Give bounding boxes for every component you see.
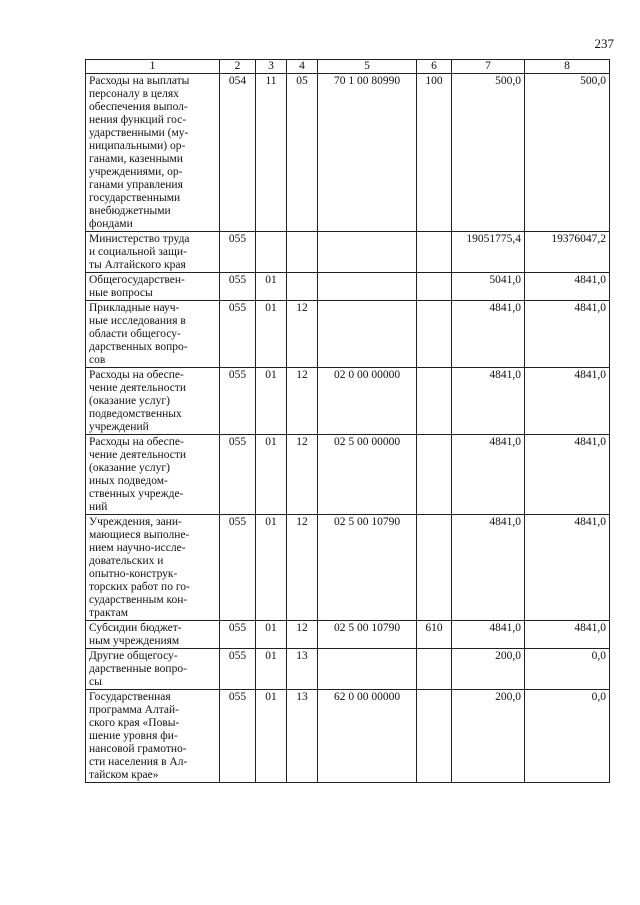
description-line: дарственные вопро- xyxy=(89,663,187,675)
code-subsection xyxy=(287,232,318,273)
code-target-article xyxy=(318,301,417,368)
code-target-article: 70 1 00 80990 xyxy=(318,74,417,232)
description-line: сударственным кон- xyxy=(89,594,188,606)
table-row xyxy=(86,232,610,273)
code-subsection xyxy=(287,273,318,301)
code-subsection: 13 xyxy=(287,649,318,690)
code-target-article: 02 5 00 10790 xyxy=(318,515,417,621)
code-expense-type: 100 xyxy=(417,74,452,232)
description-line: государственными xyxy=(89,192,181,204)
code-section: 01 xyxy=(256,368,287,435)
description-line: сов xyxy=(89,354,106,366)
table-row xyxy=(86,273,610,301)
code-section: 01 xyxy=(256,301,287,368)
table-row xyxy=(86,649,610,690)
code-target-article: 02 5 00 00000 xyxy=(318,435,417,515)
description-line: (оказание услуг) xyxy=(89,462,170,474)
code-expense-type xyxy=(417,515,452,621)
code-target-article: 02 5 00 10790 xyxy=(318,621,417,649)
amount-year-1: 5041,0 xyxy=(452,273,525,301)
code-subsection: 12 xyxy=(287,301,318,368)
amount-year-1: 4841,0 xyxy=(452,621,525,649)
description-line: мающиеся выполне- xyxy=(89,529,190,541)
description-line: нансовой грамотно- xyxy=(89,743,187,755)
amount-year-1: 500,0 xyxy=(452,74,525,232)
page-number: 237 xyxy=(594,36,614,51)
description-line: (оказание услуг) xyxy=(89,395,170,407)
column-header: 2 xyxy=(220,60,256,74)
row-description xyxy=(86,74,220,232)
amount-year-2: 0,0 xyxy=(525,649,610,690)
description-line: Расходы на выплаты xyxy=(89,75,190,87)
column-header: 3 xyxy=(256,60,287,74)
amount-year-2: 19376047,2 xyxy=(525,232,610,273)
description-line: учреждениями, ор- xyxy=(89,166,183,178)
description-line: ным учреждениям xyxy=(89,635,180,647)
description-line: ний xyxy=(89,501,108,513)
table-row xyxy=(86,301,610,368)
description-line: дарственных вопро- xyxy=(89,341,188,353)
description-line: подведомственных xyxy=(89,408,182,420)
column-header: 5 xyxy=(318,60,417,74)
amount-year-2: 500,0 xyxy=(525,74,610,232)
column-header: 4 xyxy=(287,60,318,74)
code-ministry: 055 xyxy=(220,649,256,690)
code-ministry: 055 xyxy=(220,232,256,273)
description-line: ные вопросы xyxy=(89,287,153,299)
code-expense-type xyxy=(417,301,452,368)
description-line: Учреждения, зани- xyxy=(89,516,182,528)
code-ministry: 055 xyxy=(220,435,256,515)
description-line: шение уровня фи- xyxy=(89,730,178,742)
code-expense-type xyxy=(417,649,452,690)
description-line: Общегосударствен- xyxy=(89,274,185,286)
code-expense-type: 610 xyxy=(417,621,452,649)
table-row xyxy=(86,690,610,783)
code-subsection: 12 xyxy=(287,515,318,621)
description-line: опытно-конструк- xyxy=(89,568,178,580)
description-line: довательских и xyxy=(89,555,164,567)
code-expense-type xyxy=(417,273,452,301)
code-section xyxy=(256,232,287,273)
row-description xyxy=(86,649,220,690)
code-ministry: 055 xyxy=(220,621,256,649)
description-line: чение деятельности xyxy=(89,382,187,394)
code-expense-type xyxy=(417,435,452,515)
description-line: ты Алтайского края xyxy=(89,259,186,271)
amount-year-2: 4841,0 xyxy=(525,515,610,621)
table-row xyxy=(86,515,610,621)
amount-year-2: 4841,0 xyxy=(525,621,610,649)
amount-year-2: 0,0 xyxy=(525,690,610,783)
description-line: нения функций гос- xyxy=(89,114,187,126)
description-line: обеспечения выпол- xyxy=(89,101,188,113)
header-row xyxy=(86,60,610,74)
code-ministry: 055 xyxy=(220,301,256,368)
description-line: и социальной защи- xyxy=(89,246,187,258)
code-subsection: 12 xyxy=(287,435,318,515)
description-line: ственных учрежде- xyxy=(89,488,184,500)
code-section: 01 xyxy=(256,515,287,621)
code-subsection: 12 xyxy=(287,368,318,435)
row-description xyxy=(86,273,220,301)
description-line: Министерство труда xyxy=(89,233,190,245)
table-row xyxy=(86,74,610,232)
code-section: 01 xyxy=(256,690,287,783)
code-target-article: 62 0 00 00000 xyxy=(318,690,417,783)
code-section: 01 xyxy=(256,649,287,690)
description-line: программа Алтай- xyxy=(89,704,179,716)
amount-year-2: 4841,0 xyxy=(525,301,610,368)
code-ministry: 055 xyxy=(220,690,256,783)
code-expense-type xyxy=(417,368,452,435)
column-header: 1 xyxy=(86,60,220,74)
row-description xyxy=(86,435,220,515)
amount-year-1: 200,0 xyxy=(452,690,525,783)
code-target-article xyxy=(318,273,417,301)
code-target-article xyxy=(318,649,417,690)
code-section: 11 xyxy=(256,74,287,232)
description-line: Прикладные науч- xyxy=(89,302,180,314)
amount-year-2: 4841,0 xyxy=(525,435,610,515)
code-subsection: 12 xyxy=(287,621,318,649)
description-line: ского края «Повы- xyxy=(89,717,180,729)
code-ministry: 055 xyxy=(220,273,256,301)
code-ministry: 054 xyxy=(220,74,256,232)
amount-year-1: 4841,0 xyxy=(452,435,525,515)
description-line: персоналу в целях xyxy=(89,88,179,100)
description-line: трактам xyxy=(89,607,129,619)
row-description xyxy=(86,515,220,621)
amount-year-1: 4841,0 xyxy=(452,301,525,368)
code-subsection: 13 xyxy=(287,690,318,783)
description-line: Расходы на обеспе- xyxy=(89,369,184,381)
amount-year-1: 4841,0 xyxy=(452,368,525,435)
description-line: области общегосу- xyxy=(89,328,181,340)
description-line: ганами, казенными xyxy=(89,153,183,165)
code-ministry: 055 xyxy=(220,368,256,435)
description-line: внебюджетными xyxy=(89,205,171,217)
amount-year-1: 19051775,4 xyxy=(452,232,525,273)
description-line: фондами xyxy=(89,218,133,230)
code-section: 01 xyxy=(256,435,287,515)
code-section: 01 xyxy=(256,273,287,301)
row-description xyxy=(86,232,220,273)
description-line: учреждений xyxy=(89,421,149,433)
description-line: Субсидии бюджет- xyxy=(89,622,182,634)
table-row xyxy=(86,621,610,649)
amount-year-2: 4841,0 xyxy=(525,273,610,301)
table-row xyxy=(86,368,610,435)
row-description xyxy=(86,621,220,649)
description-line: Расходы на обеспе- xyxy=(89,436,184,448)
code-expense-type xyxy=(417,232,452,273)
code-ministry: 055 xyxy=(220,515,256,621)
amount-year-1: 200,0 xyxy=(452,649,525,690)
code-target-article xyxy=(318,232,417,273)
description-line: Другие общегосу- xyxy=(89,650,178,662)
description-line: ганами управления xyxy=(89,179,183,191)
amount-year-1: 4841,0 xyxy=(452,515,525,621)
description-line: торских работ по го- xyxy=(89,581,190,593)
column-header: 6 xyxy=(417,60,452,74)
code-target-article: 02 0 00 00000 xyxy=(318,368,417,435)
budget-table xyxy=(85,59,610,783)
description-line: нием научно-иссле- xyxy=(89,542,186,554)
row-description xyxy=(86,301,220,368)
description-line: иных подведом- xyxy=(89,475,168,487)
amount-year-2: 4841,0 xyxy=(525,368,610,435)
row-description xyxy=(86,690,220,783)
code-expense-type xyxy=(417,690,452,783)
code-subsection: 05 xyxy=(287,74,318,232)
description-line: ниципальными) ор- xyxy=(89,140,186,152)
table-row xyxy=(86,435,610,515)
description-line: ные исследования в xyxy=(89,315,186,327)
description-line: сти населения в Ал- xyxy=(89,756,188,768)
description-line: тайском крае» xyxy=(89,769,159,781)
description-line: ударственными (му- xyxy=(89,127,189,139)
description-line: сы xyxy=(89,676,102,688)
description-line: Государственная xyxy=(89,691,171,703)
row-description xyxy=(86,368,220,435)
column-header: 7 xyxy=(452,60,525,74)
code-section: 01 xyxy=(256,621,287,649)
description-line: чение деятельности xyxy=(89,449,187,461)
column-header: 8 xyxy=(525,60,610,74)
